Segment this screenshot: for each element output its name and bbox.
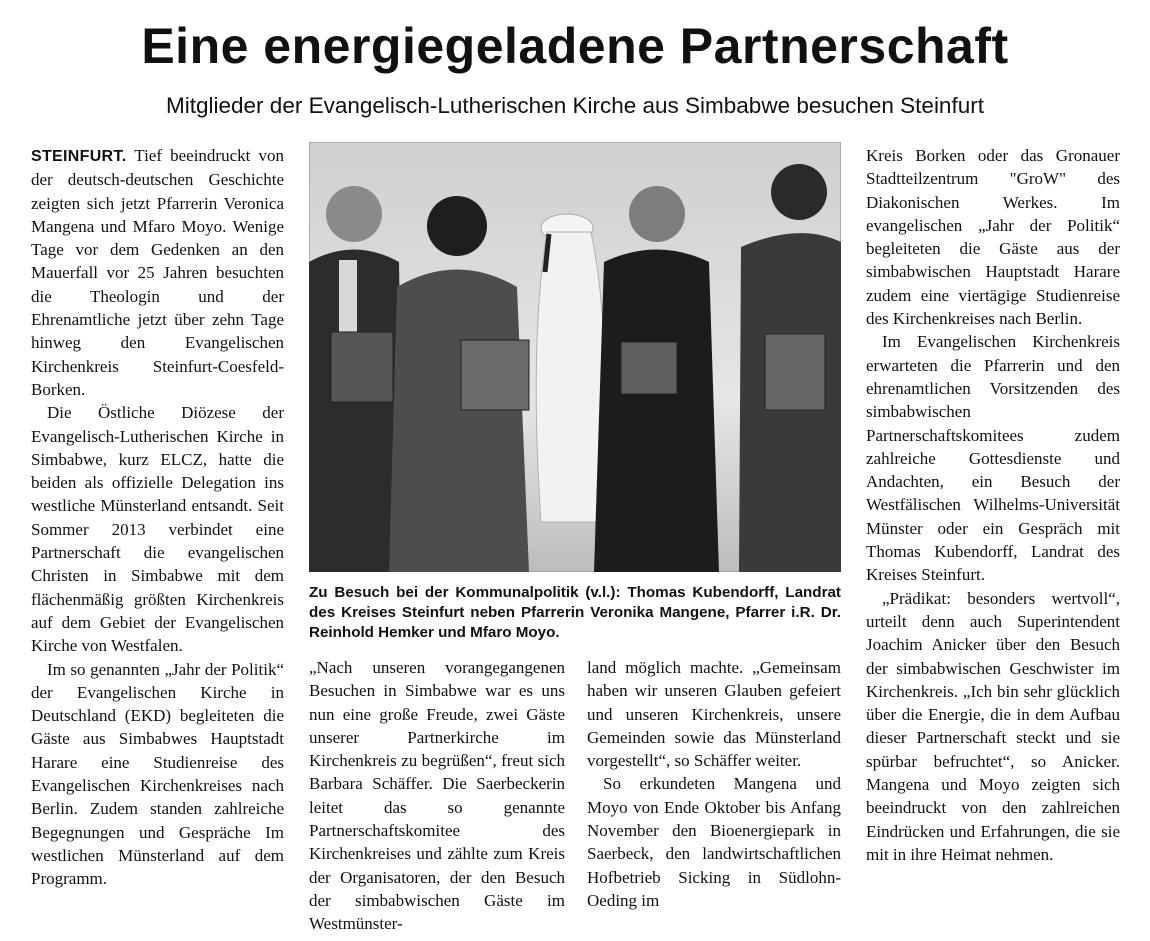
- photo-caption: Zu Besuch bei der Kommunalpolitik (v.l.): Thomas Kubendorff, Landrat des Kreises Steinfurt neben Pfarrerin Veronika Mangene, Pfarrer i.R. Dr. Reinhold Hemker und Mfaro Moyo.: [309, 584, 841, 641]
- group-photo: [309, 142, 841, 572]
- dateline: STEINFURT.: [31, 148, 127, 165]
- photo-illustration: [309, 142, 841, 572]
- article-paragraph: Die Östliche Diözese der Evangelisch-Lutherischen Kirche in Simbabwe, kurz ELCZ, hatte die beiden als offizielle Delegation ins westliche Münsterland entsandt. Seit Sommer 2013 verbindet eine Partnerschaft die evangelischen Christen in Simbabwe mit dem flächenmäßig größten Kirchenkreis auf dem Gebiet der Evangelischen Kirche von Westfalen.: [31, 403, 284, 656]
- article-paragraph: Im so genannten „Jahr der Politik“ der Evangelischen Kirche in Deutschland (EKD) begleiteten die Gäste aus Simbabwes Hauptstadt Harare eine Studienreise des Evangelischen Kirchenkreises nach Berlin. Zudem standen zahlreiche Begegnungen und Gespräche Im westlichen Münsterland auf dem Programm.: [31, 659, 284, 889]
- article-column-4: [866, 144, 1120, 866]
- article-column-3: [587, 656, 841, 912]
- article-paragraph: Im Evangelischen Kirchenkreis erwarteten die Pfarrerin und den ehrenamtlichen Vorsitzenden des simbabwischen Partnerschaftskomitees zudem zahlreiche Gottesdienste und Andachten, ein Besuch der Westfälischen Wilhelms-Universität Münster oder ein Gespräch mit Thomas Kubendorff, Landrat des Kreises Steinfurt.: [866, 332, 1120, 585]
- article-column-1: [31, 144, 284, 891]
- article-paragraph-continued: Kreis Borken oder das Gronauer Stadtteilzentrum "GroW" des Diakonischen Werkes. Im evangelischen „Jahr der Politik“ begleiteten die Gäste aus der simbabwischen Hauptstadt Harare zudem eine viertägige Studienreise des Kirchenkreises nach Berlin.: [866, 146, 1120, 329]
- headline: Eine energiegeladene Partnerschaft: [141, 18, 1009, 74]
- subheadline: Mitglieder der Evangelisch-Lutherischen Kirche aus Simbabwe besuchen Steinfurt: [166, 93, 984, 118]
- article-paragraph: So erkundeten Mangena und Moyo von Ende Oktober bis Anfang November den Bioenergiepark in Saerbeck, den landwirtschaftlichen Hofbetrieb Sicking in Südlohn-Oeding im: [587, 774, 841, 910]
- article-paragraph: „Nach unseren vorangegangenen Besuchen in Simbabwe war es uns nun eine große Freude, zwei Gäste unserer Partnerkirche im Kirchenkreis zu begrüßen“, freut sich Barbara Schäffer. Die Saerbeckerin leitet das so genannte Partnerschaftskomitee des Kirchenkreises und zählte zum Kreis der Organisatoren, der den Besuch der simbabwischen Gäste im Westmünster-: [309, 658, 565, 934]
- paragraph-text: Tief beeindruckt von der deutsch-deutschen Geschichte zeigten sich jetzt Pfarrerin Veronica Mangena und Mfaro Moyo. Wenige Tage vor dem Gedenken an den Mauerfall vor 25 Jahren besuchten die Theologin und der Ehrenamtliche jetzt über zehn Tage hinweg den Evangelischen Kirchenkreis Steinfurt-Coesfeld-Borken.: [31, 146, 284, 399]
- article-paragraph: „Prädikat: besonders wertvoll“, urteilt denn auch Superintendent Joachim Anicker über den Besuch der simbabwischen Geschwister im Kirchenkreis. „Ich bin sehr glücklich über die Energie, die in dem Aufbau dieser Partnerschaft steckt und sie spürbar befruchtet“, so Anicker. Mangena und Moyo zeigten sich beeindruckt von den zahlreichen Eindrücken und Erfahrungen, die sie mit in ihre Heimat nehmen.: [866, 588, 1120, 864]
- article-paragraph-continued: land möglich machte. „Gemeinsam haben wir unseren Glauben gefeiert und unseren Kirchenkreis, unsere Gemeinden sowie das Münsterland vorgestellt“, so Schäffer weiter.: [587, 658, 841, 771]
- article-paragraph: [31, 144, 284, 401]
- article-column-2: [309, 656, 565, 936]
